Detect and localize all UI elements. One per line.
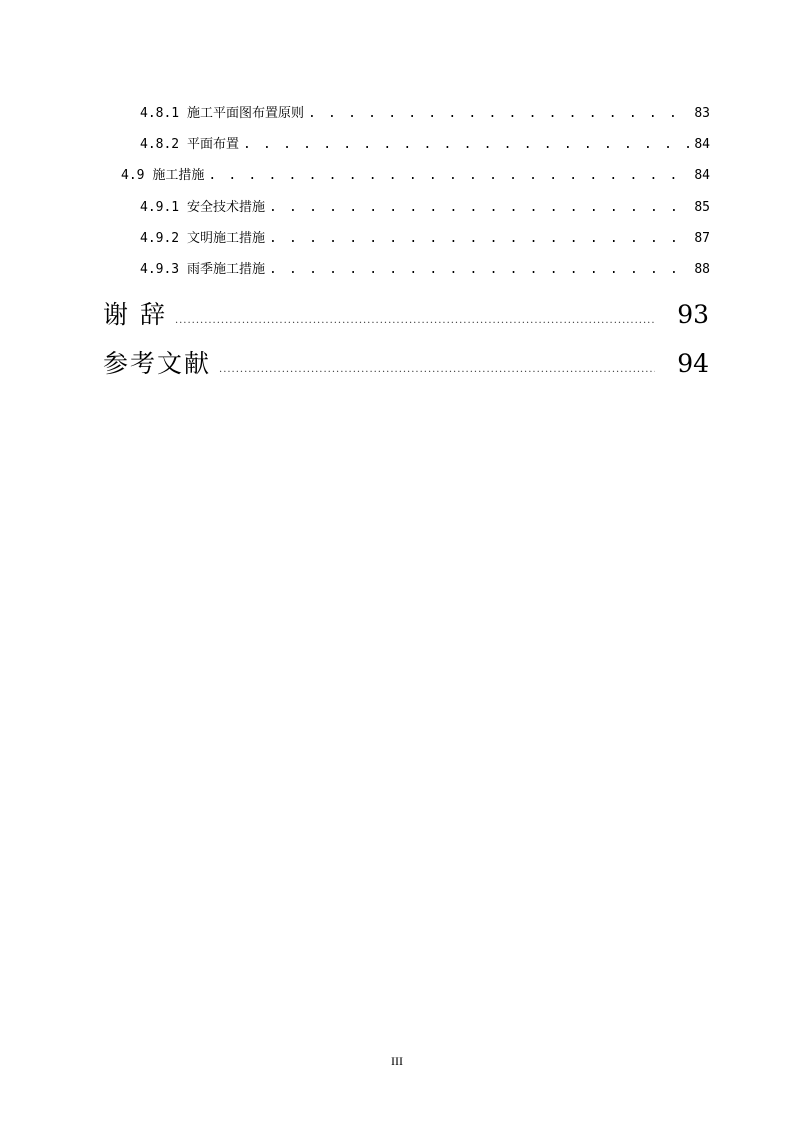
- toc-page-number: 83: [694, 106, 710, 121]
- toc-entry-4-9[interactable]: [121, 164, 710, 183]
- toc-entry-title: 参考文献: [103, 349, 212, 378]
- toc-entry-title: 4.9.2 文明施工措施: [140, 231, 265, 246]
- toc-entry-title: 4.8.1 施工平面图布置原则: [140, 106, 304, 121]
- dot-leader: [269, 231, 690, 246]
- toc-entry-title: 4.9 施工措施: [121, 168, 205, 183]
- toc-entry-4-9-3[interactable]: [140, 258, 710, 277]
- toc-entry-acknowledgements[interactable]: [103, 295, 709, 331]
- toc-page-number: 84: [694, 168, 710, 183]
- dot-leader: [243, 137, 690, 152]
- toc-page-number: 85: [694, 200, 710, 215]
- toc-page-number: 87: [694, 231, 710, 246]
- toc-entry-4-8-2[interactable]: [140, 133, 710, 152]
- dot-leader: [175, 315, 655, 331]
- toc-entry-title: 4.9.3 雨季施工措施: [140, 262, 265, 277]
- toc-page-number: 84: [694, 137, 710, 152]
- toc-page-number: 93: [677, 300, 709, 329]
- dot-leader: [269, 200, 690, 215]
- dot-leader: [208, 168, 690, 183]
- toc-page-number: 88: [694, 262, 710, 277]
- toc-entry-4-9-2[interactable]: [140, 227, 710, 246]
- toc-entry-title: 4.8.2 平面布置: [140, 137, 239, 152]
- toc-entry-title: 4.9.1 安全技术措施: [140, 200, 265, 215]
- dot-leader: [269, 262, 690, 277]
- toc-entry-references[interactable]: [103, 344, 709, 380]
- toc-entry-title: 谢 辞: [103, 300, 167, 329]
- toc-entry-4-8-1[interactable]: [140, 102, 710, 121]
- dot-leader: [219, 364, 655, 380]
- toc-entry-4-9-1[interactable]: [140, 196, 710, 215]
- page-footer-number: III: [391, 1054, 403, 1068]
- toc-page-number: 94: [677, 349, 709, 378]
- dot-leader: [308, 106, 690, 121]
